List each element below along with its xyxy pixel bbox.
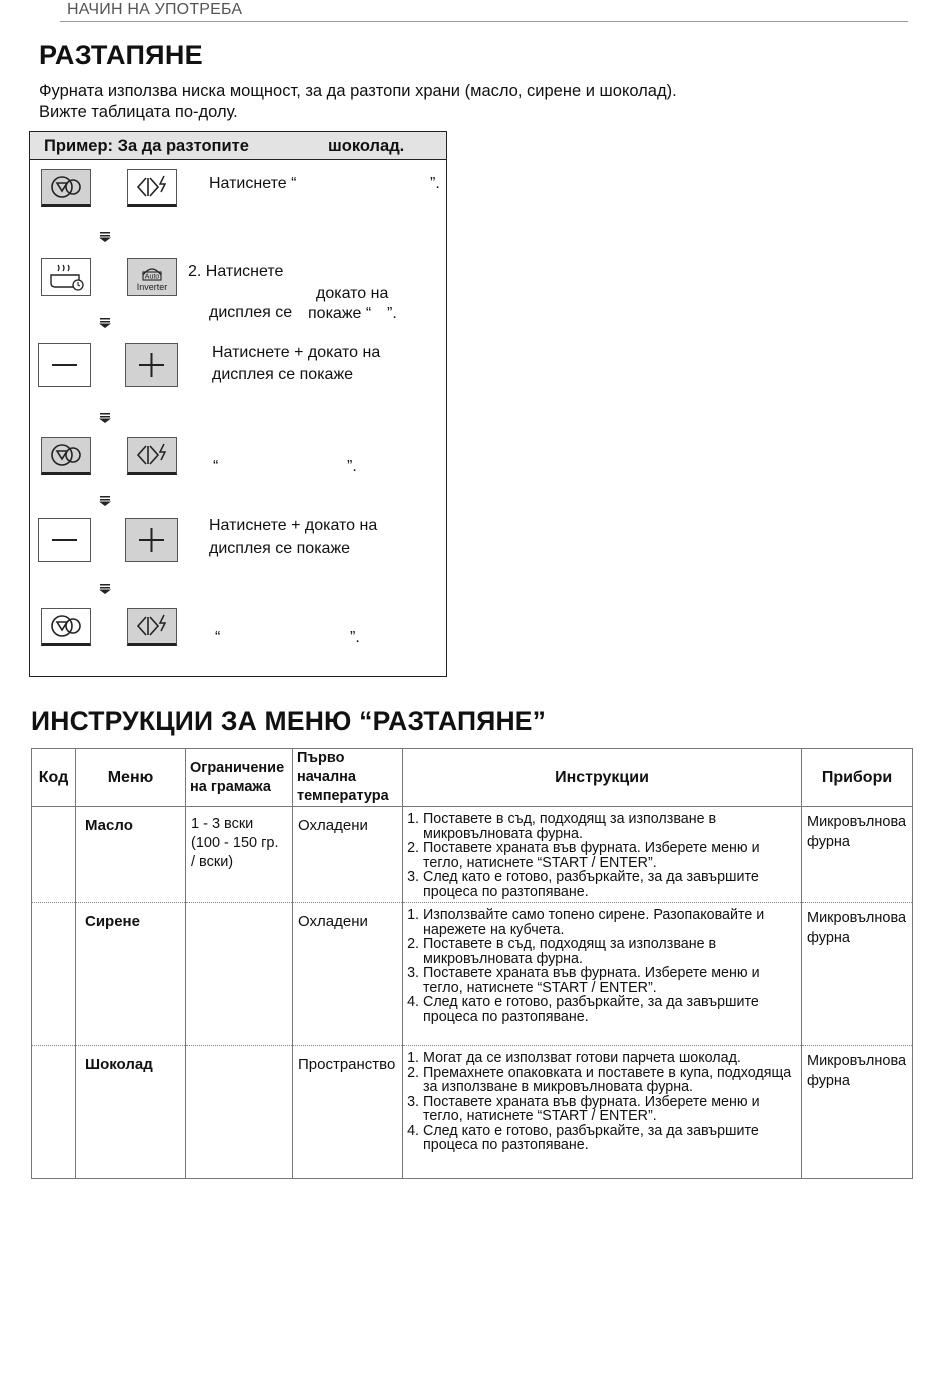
- example-title: Пример: За да разтопите: [44, 137, 249, 155]
- weight-limit-line: 1 - 3 вски: [191, 816, 254, 832]
- down-arrow-icon: [98, 232, 112, 242]
- melt-menu-table: [31, 748, 913, 1179]
- example-title-food: шоколад.: [328, 137, 405, 155]
- step-1-text-end: ”.: [430, 175, 440, 192]
- col-weight-limit: [186, 749, 293, 807]
- intro-line-1: Фурната използва ниска мощност, за да разтопи храни (масло, сирене и шоколад).: [39, 82, 677, 100]
- instruction-step: 4. След като е готово, разбъркайте, за да завършите процеса по разтопяване.: [423, 1124, 801, 1153]
- menu-section-title: ИНСТРУКЦИИ ЗА МЕНЮ “РАЗТАПЯНЕ”: [31, 706, 547, 736]
- col-start-temperature: [293, 749, 403, 807]
- instruction-list: [403, 1051, 801, 1153]
- step-2-text-c: дисплея се: [209, 304, 293, 321]
- menu-name: Шоколад: [85, 1056, 153, 1073]
- col-start-temperature-l1: Първо начална: [297, 750, 356, 785]
- code-cell: [32, 903, 76, 1046]
- minus-icon[interactable]: [38, 343, 91, 387]
- stop-clear-icon[interactable]: [41, 437, 91, 475]
- step-5-text-b: дисплея се покаже: [209, 540, 351, 557]
- section-label: НАЧИН НА УПОТРЕБА: [67, 1, 243, 18]
- code-cell: [32, 1046, 76, 1179]
- example-header: [30, 132, 446, 160]
- stop-clear-icon[interactable]: [41, 608, 91, 646]
- instruction-list: [403, 812, 801, 899]
- col-code: Код: [32, 749, 76, 807]
- start-enter-icon[interactable]: [127, 608, 177, 646]
- menu-name: Масло: [85, 817, 133, 834]
- table-row: [32, 807, 913, 903]
- weight-limit-line: (100 - 150 гр.: [191, 835, 279, 851]
- melt-pot-icon[interactable]: [41, 258, 91, 296]
- table-header-row: [32, 749, 913, 807]
- page-title: РАЗТАПЯНЕ: [39, 40, 203, 70]
- col-tools: Прибори: [802, 749, 913, 807]
- instruction-step: 2. Поставете в съд, подходящ за използване в микровълновата фурна.: [423, 937, 801, 966]
- tools-line: фурна: [807, 1073, 850, 1089]
- code-cell: [32, 807, 76, 903]
- col-weight-limit-l1: Ограничение: [190, 759, 285, 776]
- instruction-step: 4. След като е готово, разбъркайте, за да завършите процеса по разтопяване.: [423, 995, 801, 1024]
- start-temperature: Охладени: [298, 913, 368, 930]
- weight-limit-line: / вски): [191, 854, 234, 870]
- down-arrow-icon: [98, 584, 112, 594]
- down-arrow-icon: [98, 413, 112, 423]
- step-1-text: Натиснете “: [209, 175, 297, 192]
- tools-line: Микровълнова: [807, 910, 907, 926]
- tools-line: Микровълнова: [807, 1053, 907, 1069]
- header-divider: [60, 21, 908, 22]
- minus-icon[interactable]: [38, 518, 91, 562]
- table-row: [32, 1046, 913, 1179]
- step-6-text-end: ”.: [350, 629, 360, 646]
- step-4-text-end: ”.: [347, 458, 357, 475]
- instruction-step: 3. Поставете храната във фурната. Изберете меню и тегло, натиснете “START / ENTER”.: [423, 1095, 801, 1124]
- table-row: [32, 903, 913, 1046]
- instruction-step: 2. Премахнете опаковката и поставете в купа, подходяща за използване в микровълновата фурна.: [423, 1066, 801, 1095]
- auto-label: Auto: [144, 273, 160, 281]
- step-3-text-b: дисплея се покаже: [212, 366, 354, 383]
- step-4-text: “: [213, 458, 219, 475]
- step-2-text-a: 2. Натиснете: [188, 263, 284, 280]
- step-2-text-b: докато на: [316, 285, 389, 302]
- instruction-step: 3. Поставете храната във фурната. Изберете меню и тегло, натиснете “START / ENTER”.: [423, 966, 801, 995]
- weight-limit: [186, 1046, 292, 1054]
- step-2-text-d: покаже “: [308, 305, 372, 322]
- tools-line: фурна: [807, 834, 850, 850]
- step-5-text-a: Натиснете + докато на: [209, 517, 378, 534]
- col-start-temperature-l2: температура: [297, 788, 389, 804]
- step-3-text-a: Натиснете + докато на: [212, 344, 381, 361]
- start-temperature: Пространство: [298, 1056, 396, 1073]
- weight-limit: [186, 903, 292, 911]
- plus-icon[interactable]: [125, 518, 178, 562]
- start-enter-icon[interactable]: [127, 437, 177, 475]
- instruction-step: 1. Могат да се използват готови парчета шоколад.: [423, 1051, 801, 1066]
- inverter-label: Inverter: [136, 282, 168, 292]
- stop-clear-icon[interactable]: [41, 169, 91, 207]
- instruction-step: 3. След като е готово, разбъркайте, за да завършите процеса по разтопяване.: [423, 870, 801, 899]
- intro-line-2: Вижте таблицата по-долу.: [39, 103, 238, 121]
- weight-limit: [186, 807, 292, 872]
- start-enter-icon[interactable]: [127, 169, 177, 207]
- start-temperature: Охладени: [298, 817, 368, 834]
- col-instructions: Инструкции: [403, 749, 802, 807]
- tools-line: Микровълнова: [807, 814, 907, 830]
- plus-icon[interactable]: [125, 343, 178, 387]
- tools: [802, 1046, 912, 1091]
- instruction-step: 1. Използвайте само топено сирене. Разопаковайте и нарежете на кубчета.: [423, 908, 801, 937]
- auto-inverter-icon[interactable]: [127, 258, 177, 296]
- down-arrow-icon: [98, 496, 112, 506]
- col-menu: Меню: [76, 749, 186, 807]
- tools-line: фурна: [807, 930, 850, 946]
- instruction-list: [403, 908, 801, 1024]
- col-weight-limit-l2: на грамажа: [190, 778, 271, 795]
- step-2-text-e: ”.: [387, 305, 397, 322]
- instruction-step: 2. Поставете храната във фурната. Изберете меню и тегло, натиснете “START / ENTER”.: [423, 841, 801, 870]
- tools: [802, 903, 912, 948]
- tools: [802, 807, 912, 852]
- menu-name: Сирене: [85, 913, 140, 930]
- down-arrow-icon: [98, 318, 112, 328]
- example-box: [29, 131, 447, 677]
- step-6-text: “: [215, 629, 221, 646]
- instruction-step: 1. Поставете в съд, подходящ за използване в микровълновата фурна.: [423, 812, 801, 841]
